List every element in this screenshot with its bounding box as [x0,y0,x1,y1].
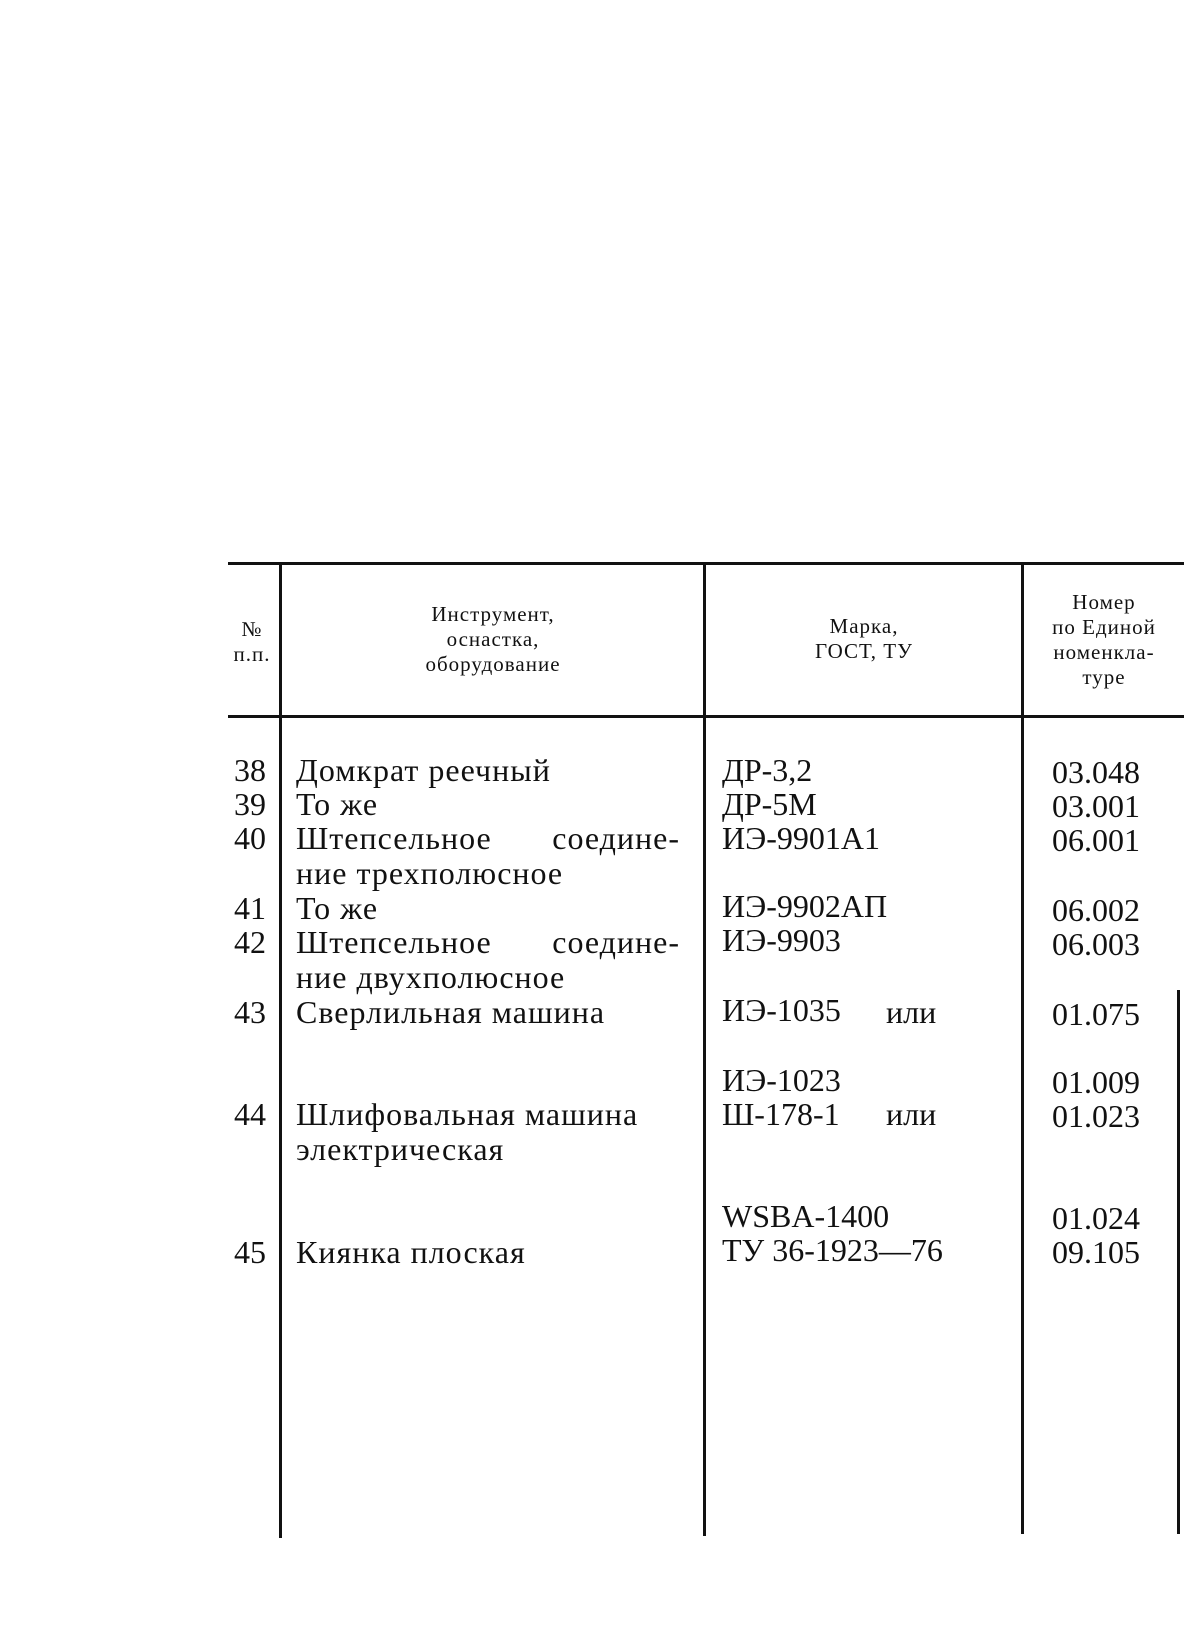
row-number: 44 [234,1096,266,1132]
tool-mark: Ш-178-1 [722,1096,840,1132]
row-number: 45 [234,1234,266,1270]
nomenclature-code: 01.024 [1052,1200,1140,1236]
header-code-line: по Единой [1052,615,1156,639]
tool-mark: WSBA-1400 [722,1198,890,1234]
tool-name [296,925,680,959]
tool-name-continued: ние двухполюсное [296,959,566,995]
header-num-line: п.п. [233,642,271,666]
row-number: 38 [234,752,266,788]
tool-name-continued: электрическая [296,1131,505,1167]
tool-mark: ИЭ-1035 [722,992,841,1028]
tool-name: Домкрат реечный [296,752,551,788]
header-tool [284,602,702,677]
header-bottom-rule [228,715,1184,718]
tool-name: То же [296,786,379,822]
row-number: 43 [234,994,266,1030]
tool-name: Шлифовальная машина [296,1096,639,1132]
nomenclature-code: 01.023 [1052,1098,1140,1134]
tool-mark: ИЭ-1023 [722,1062,841,1098]
tool-name [296,821,680,855]
header-tool-line: оснастка, [446,627,540,651]
header-mark-line: ГОСТ, ТУ [815,639,913,663]
col-divider-4 [1177,990,1180,1534]
nomenclature-code: 03.048 [1052,754,1140,790]
nomenclature-code: 01.075 [1052,996,1140,1032]
col-divider-3 [1021,562,1024,1534]
tool-mark: ТУ 36-1923—76 [722,1232,943,1268]
header-mark [708,614,1020,664]
header-tool-line: Инструмент, [431,602,555,626]
tool-mark: ДР-5М [722,786,817,822]
header-code-line: Номер [1072,590,1136,614]
nomenclature-code: 01.009 [1052,1064,1140,1100]
tool-mark: ИЭ-9903 [722,922,841,958]
row-number: 40 [234,820,266,856]
tool-mark: ДР-3,2 [722,752,813,788]
nomenclature-code: 06.001 [1052,822,1140,858]
alternative-or: или [886,1096,937,1132]
header-code-line: номенкла- [1053,640,1155,664]
tool-name-part: соедине- [552,924,680,960]
header-code [1024,590,1184,690]
alternative-or: или [886,994,937,1030]
header-num [226,617,278,667]
nomenclature-code: 06.002 [1052,892,1140,928]
header-num-line: № [241,617,263,641]
row-number: 42 [234,924,266,960]
col-divider-1 [279,562,282,1538]
row-number: 41 [234,890,266,926]
tool-name: Киянка плоская [296,1234,526,1270]
header-code-line: туре [1082,665,1126,689]
tool-name-part: Штепсельное [296,924,492,960]
tool-name-part: Штепсельное [296,820,492,856]
tool-name: Сверлильная машина [296,994,606,1030]
tool-name-continued: ние трехполюсное [296,855,564,891]
row-number: 39 [234,786,266,822]
tool-mark: ИЭ-9901А1 [722,820,880,856]
tool-name: То же [296,890,379,926]
header-mark-line: Марка, [829,614,899,638]
tool-mark: ИЭ-9902АП [722,888,888,924]
nomenclature-code: 03.001 [1052,788,1140,824]
nomenclature-code: 06.003 [1052,926,1140,962]
col-divider-2 [703,562,706,1536]
nomenclature-code: 09.105 [1052,1234,1140,1270]
header-tool-line: оборудование [425,652,561,676]
table-top-rule [228,562,1184,565]
tool-name-part: соедине- [552,820,680,856]
